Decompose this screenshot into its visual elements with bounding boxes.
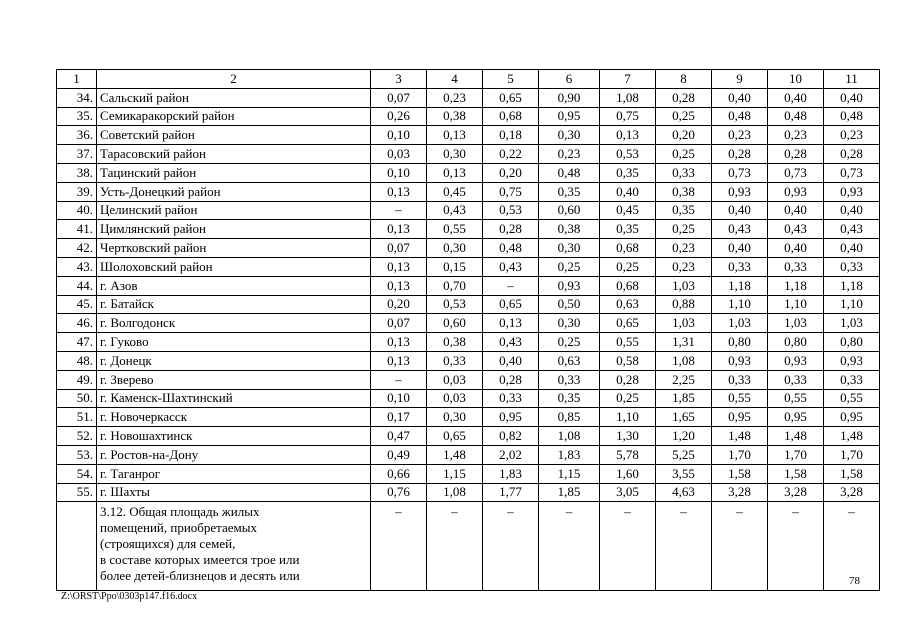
value-cell: 0,13 (371, 220, 427, 239)
value-cell: 0,73 (824, 163, 880, 182)
value-cell: 0,23 (427, 88, 483, 107)
value-cell: 0,10 (371, 389, 427, 408)
value-cell: 0,33 (656, 163, 712, 182)
value-cell: 0,30 (427, 408, 483, 427)
value-cell: 0,45 (600, 201, 656, 220)
table-row (57, 295, 880, 314)
value-cell: 0,25 (656, 145, 712, 164)
value-cell: 0,68 (600, 239, 656, 258)
row-name: Семикаракорский район (97, 107, 371, 126)
value-cell: 0,28 (483, 220, 539, 239)
value-cell: – (371, 502, 427, 591)
value-cell: 1,18 (712, 276, 768, 295)
value-cell: 1,08 (427, 483, 483, 502)
value-cell: 1,85 (656, 389, 712, 408)
table-row (57, 427, 880, 446)
value-cell: 5,25 (656, 445, 712, 464)
value-cell: 0,38 (656, 182, 712, 201)
value-cell: 0,28 (768, 145, 824, 164)
file-path: Z:\ORST\Ppo\0303p147.f16.docx (61, 591, 198, 602)
value-cell: 0,65 (600, 314, 656, 333)
table-row (57, 333, 880, 352)
description-line: в составе которых имеется трое или (100, 552, 300, 568)
value-cell: 0,93 (824, 351, 880, 370)
value-cell: 1,03 (824, 314, 880, 333)
value-cell: 0,49 (371, 445, 427, 464)
value-cell: 1,10 (712, 295, 768, 314)
value-cell: 1,30 (600, 427, 656, 446)
row-name: г. Шахты (97, 483, 371, 502)
value-cell: 0,13 (371, 257, 427, 276)
value-cell: 0,55 (712, 389, 768, 408)
value-cell: 0,66 (371, 464, 427, 483)
table-row (57, 314, 880, 333)
value-cell: 0,76 (371, 483, 427, 502)
row-number: 50. (57, 389, 97, 408)
value-cell: 0,13 (600, 126, 656, 145)
table-row (57, 408, 880, 427)
row-number: 34. (57, 88, 97, 107)
data-table (56, 69, 880, 591)
row-name: Советский район (97, 126, 371, 145)
value-cell: 0,63 (539, 351, 600, 370)
value-cell: 0,23 (656, 239, 712, 258)
value-cell: 0,43 (427, 201, 483, 220)
row-name: г. Таганрог (97, 464, 371, 483)
row-number: 45. (57, 295, 97, 314)
table-row (57, 107, 880, 126)
value-cell: 1,18 (768, 276, 824, 295)
value-cell: 0,23 (712, 126, 768, 145)
value-cell: – (371, 201, 427, 220)
value-cell: 0,13 (427, 163, 483, 182)
value-cell: 0,43 (483, 257, 539, 276)
value-cell: 0,33 (712, 257, 768, 276)
value-cell: 0,23 (824, 126, 880, 145)
value-cell: 1,15 (539, 464, 600, 483)
row-name: г. Ростов-на-Дону (97, 445, 371, 464)
table-row (57, 483, 880, 502)
page-number: 78 (849, 575, 860, 587)
value-cell: 0,73 (712, 163, 768, 182)
value-cell: 0,50 (539, 295, 600, 314)
value-cell: 0,38 (539, 220, 600, 239)
row-name: г. Новочеркасск (97, 408, 371, 427)
table-row (57, 88, 880, 107)
table-row (57, 370, 880, 389)
value-cell: 0,47 (371, 427, 427, 446)
value-cell: 0,10 (371, 163, 427, 182)
row-number: 53. (57, 445, 97, 464)
value-cell: 0,75 (600, 107, 656, 126)
value-cell: 0,22 (483, 145, 539, 164)
header-cell: 7 (600, 70, 656, 89)
value-cell: 0,58 (600, 351, 656, 370)
row-number: 55. (57, 483, 97, 502)
table-row (57, 351, 880, 370)
row-name: г. Волгодонск (97, 314, 371, 333)
value-cell: 1,70 (768, 445, 824, 464)
row-name: Целинский район (97, 201, 371, 220)
value-cell: 0,33 (768, 370, 824, 389)
value-cell: 0,38 (427, 333, 483, 352)
value-cell: 0,35 (600, 220, 656, 239)
value-cell: 1,65 (656, 408, 712, 427)
value-cell: 0,38 (427, 107, 483, 126)
value-cell: 1,18 (824, 276, 880, 295)
value-cell: 1,10 (768, 295, 824, 314)
header-cell: 5 (483, 70, 539, 89)
value-cell: 1,10 (824, 295, 880, 314)
value-cell: 0,30 (539, 314, 600, 333)
value-cell: – (600, 502, 656, 591)
row-name: г. Новошахтинск (97, 427, 371, 446)
value-cell: – (371, 370, 427, 389)
value-cell: 0,25 (539, 257, 600, 276)
header-cell: 2 (97, 70, 371, 89)
value-cell: 1,85 (539, 483, 600, 502)
value-cell: 1,08 (600, 88, 656, 107)
row-name: г. Гуково (97, 333, 371, 352)
value-cell: 0,30 (539, 239, 600, 258)
table-row (57, 464, 880, 483)
value-cell: 0,82 (483, 427, 539, 446)
value-cell: 0,15 (427, 257, 483, 276)
row-number: 43. (57, 257, 97, 276)
value-cell: 2,25 (656, 370, 712, 389)
value-cell: 0,95 (483, 408, 539, 427)
value-cell: 0,55 (600, 333, 656, 352)
value-cell: – (483, 502, 539, 591)
header-cell: 9 (712, 70, 768, 89)
value-cell: 0,20 (483, 163, 539, 182)
value-cell: 0,28 (483, 370, 539, 389)
table-row (57, 389, 880, 408)
value-cell: 0,40 (712, 239, 768, 258)
value-cell: 3,05 (600, 483, 656, 502)
value-cell: 0,13 (371, 276, 427, 295)
value-cell: 0,07 (371, 239, 427, 258)
value-cell: 0,93 (824, 182, 880, 201)
value-cell: 0,35 (656, 201, 712, 220)
value-cell: 1,70 (712, 445, 768, 464)
row-name: Шолоховский район (97, 257, 371, 276)
value-cell: 0,85 (539, 408, 600, 427)
value-cell: 0,53 (483, 201, 539, 220)
row-number: 42. (57, 239, 97, 258)
value-cell: 0,40 (768, 239, 824, 258)
row-number: 51. (57, 408, 97, 427)
value-cell: – (483, 276, 539, 295)
header-cell: 11 (824, 70, 880, 89)
description-line: более детей-близнецов и десять или (100, 568, 300, 584)
value-cell: 0,43 (824, 220, 880, 239)
value-cell: 0,55 (768, 389, 824, 408)
value-cell: 0,70 (427, 276, 483, 295)
value-cell: 0,88 (656, 295, 712, 314)
table-row (57, 502, 880, 591)
row-name: Чертковский район (97, 239, 371, 258)
value-cell: 0,40 (712, 201, 768, 220)
row-number: 46. (57, 314, 97, 333)
value-cell: 0,60 (427, 314, 483, 333)
value-cell: 0,95 (768, 408, 824, 427)
value-cell: – (427, 502, 483, 591)
description-line: помещений, приобретаемых (100, 520, 257, 536)
value-cell: – (656, 502, 712, 591)
value-cell: 0,43 (483, 333, 539, 352)
table-row (57, 201, 880, 220)
value-cell: 0,33 (483, 389, 539, 408)
header-cell: 1 (57, 70, 97, 89)
row-number: 49. (57, 370, 97, 389)
header-cell: 10 (768, 70, 824, 89)
value-cell: 0,33 (539, 370, 600, 389)
value-cell: 0,28 (712, 145, 768, 164)
value-cell: 0,43 (768, 220, 824, 239)
value-cell: 1,03 (656, 276, 712, 295)
value-cell: 0,55 (824, 389, 880, 408)
value-cell: 0,53 (427, 295, 483, 314)
value-cell: 1,77 (483, 483, 539, 502)
value-cell: 0,25 (656, 107, 712, 126)
value-cell: 0,07 (371, 88, 427, 107)
value-cell: 0,28 (824, 145, 880, 164)
row-name: г. Зверево (97, 370, 371, 389)
value-cell: 0,03 (427, 370, 483, 389)
value-cell: 0,93 (712, 351, 768, 370)
value-cell: 0,65 (483, 295, 539, 314)
value-cell: 0,07 (371, 314, 427, 333)
value-cell: 0,55 (427, 220, 483, 239)
value-cell: 0,60 (539, 201, 600, 220)
value-cell: 0,40 (824, 239, 880, 258)
value-cell: 0,48 (483, 239, 539, 258)
value-cell: 0,40 (824, 201, 880, 220)
value-cell: 1,70 (824, 445, 880, 464)
value-cell: 0,13 (371, 333, 427, 352)
table-row (57, 163, 880, 182)
row-number: 54. (57, 464, 97, 483)
value-cell: 0,68 (600, 276, 656, 295)
value-cell: – (824, 502, 880, 591)
value-cell: – (539, 502, 600, 591)
value-cell: – (712, 502, 768, 591)
value-cell: 0,95 (712, 408, 768, 427)
value-cell: 0,40 (712, 88, 768, 107)
value-cell: 0,17 (371, 408, 427, 427)
value-cell: 0,40 (600, 182, 656, 201)
table-row (57, 220, 880, 239)
table-row (57, 445, 880, 464)
value-cell: 0,33 (824, 370, 880, 389)
value-cell: 0,48 (539, 163, 600, 182)
table-row (57, 257, 880, 276)
value-cell: 0,45 (427, 182, 483, 201)
value-cell: 1,60 (600, 464, 656, 483)
value-cell: 0,63 (600, 295, 656, 314)
description-line: (строящихся) для семей, (100, 536, 236, 552)
value-cell: 0,30 (427, 145, 483, 164)
row-number: 38. (57, 163, 97, 182)
value-cell: 3,28 (768, 483, 824, 502)
row-number: 37. (57, 145, 97, 164)
value-cell: 0,13 (371, 182, 427, 201)
value-cell: 0,23 (656, 257, 712, 276)
value-cell: 0,25 (600, 389, 656, 408)
header-cell: 4 (427, 70, 483, 89)
value-cell: 1,58 (768, 464, 824, 483)
value-cell: 0,26 (371, 107, 427, 126)
value-cell: – (768, 502, 824, 591)
value-cell: 1,03 (656, 314, 712, 333)
value-cell: 5,78 (600, 445, 656, 464)
value-cell: 0,25 (539, 333, 600, 352)
value-cell: 1,08 (656, 351, 712, 370)
table-row (57, 145, 880, 164)
value-cell: 0,20 (656, 126, 712, 145)
value-cell: 0,93 (768, 182, 824, 201)
value-cell: 1,20 (656, 427, 712, 446)
value-cell: 0,28 (600, 370, 656, 389)
value-cell: 0,13 (427, 126, 483, 145)
table-row (57, 182, 880, 201)
table-row (57, 126, 880, 145)
value-cell: 0,03 (427, 389, 483, 408)
value-cell: 1,48 (768, 427, 824, 446)
value-cell: 1,48 (712, 427, 768, 446)
value-cell: 0,33 (824, 257, 880, 276)
value-cell: 0,35 (539, 389, 600, 408)
value-cell: 0,43 (712, 220, 768, 239)
value-cell: 0,35 (539, 182, 600, 201)
value-cell: 0,33 (712, 370, 768, 389)
row-number: 35. (57, 107, 97, 126)
row-number: 44. (57, 276, 97, 295)
row-number: 52. (57, 427, 97, 446)
value-cell: 0,53 (600, 145, 656, 164)
value-cell: 0,93 (712, 182, 768, 201)
row-number: 40. (57, 201, 97, 220)
value-cell: 1,83 (483, 464, 539, 483)
value-cell: 0,40 (483, 351, 539, 370)
row-name: Усть-Донецкий район (97, 182, 371, 201)
value-cell: 1,48 (427, 445, 483, 464)
row-name: Тарасовский район (97, 145, 371, 164)
value-cell: 2,02 (483, 445, 539, 464)
value-cell: 1,15 (427, 464, 483, 483)
value-cell: 0,30 (539, 126, 600, 145)
row-name: г. Азов (97, 276, 371, 295)
value-cell: 0,48 (712, 107, 768, 126)
value-cell: 0,25 (600, 257, 656, 276)
header-cell: 6 (539, 70, 600, 89)
value-cell: 0,33 (768, 257, 824, 276)
value-cell: 0,93 (539, 276, 600, 295)
value-cell: 1,31 (656, 333, 712, 352)
value-cell: 1,48 (824, 427, 880, 446)
value-cell: 0,73 (768, 163, 824, 182)
value-cell: 0,80 (712, 333, 768, 352)
row-number: 47. (57, 333, 97, 352)
value-cell: 0,30 (427, 239, 483, 258)
value-cell: 0,95 (824, 408, 880, 427)
row-name: г. Каменск-Шахтинский (97, 389, 371, 408)
value-cell: 1,03 (712, 314, 768, 333)
value-cell: 3,28 (712, 483, 768, 502)
row-number (57, 502, 97, 591)
value-cell: 1,58 (824, 464, 880, 483)
value-cell: 0,40 (824, 88, 880, 107)
value-cell: 0,93 (768, 351, 824, 370)
table-header-row (57, 70, 880, 89)
value-cell: 0,95 (539, 107, 600, 126)
row-number: 48. (57, 351, 97, 370)
row-number: 39. (57, 182, 97, 201)
row-number: 41. (57, 220, 97, 239)
value-cell: 0,13 (483, 314, 539, 333)
value-cell: 0,10 (371, 126, 427, 145)
row-name: г. Батайск (97, 295, 371, 314)
value-cell: 0,68 (483, 107, 539, 126)
value-cell: 0,03 (371, 145, 427, 164)
row-number: 36. (57, 126, 97, 145)
value-cell: 0,40 (768, 201, 824, 220)
value-cell: 1,10 (600, 408, 656, 427)
value-cell: 0,20 (371, 295, 427, 314)
value-cell: 0,80 (768, 333, 824, 352)
row-name: Сальский район (97, 88, 371, 107)
row-description (97, 502, 371, 591)
row-name: г. Донецк (97, 351, 371, 370)
value-cell: 0,23 (539, 145, 600, 164)
value-cell: 1,58 (712, 464, 768, 483)
table-row (57, 276, 880, 295)
description-line: 3.12. Общая площадь жилых (100, 504, 260, 520)
row-name: Тацинский район (97, 163, 371, 182)
value-cell: 0,33 (427, 351, 483, 370)
value-cell: 0,13 (371, 351, 427, 370)
value-cell: 0,25 (656, 220, 712, 239)
value-cell: 0,65 (427, 427, 483, 446)
value-cell: 1,03 (768, 314, 824, 333)
value-cell: 0,40 (768, 88, 824, 107)
value-cell: 3,55 (656, 464, 712, 483)
table-row (57, 239, 880, 258)
header-cell: 8 (656, 70, 712, 89)
value-cell: 0,23 (768, 126, 824, 145)
value-cell: 0,35 (600, 163, 656, 182)
value-cell: 0,18 (483, 126, 539, 145)
value-cell: 0,48 (824, 107, 880, 126)
value-cell: 1,83 (539, 445, 600, 464)
header-cell: 3 (371, 70, 427, 89)
value-cell: 0,48 (768, 107, 824, 126)
value-cell: 0,80 (824, 333, 880, 352)
value-cell: 0,28 (656, 88, 712, 107)
value-cell: 0,90 (539, 88, 600, 107)
value-cell: 3,28 (824, 483, 880, 502)
value-cell: 0,75 (483, 182, 539, 201)
value-cell: 4,63 (656, 483, 712, 502)
row-name: Цимлянский район (97, 220, 371, 239)
value-cell: 0,65 (483, 88, 539, 107)
value-cell: 1,08 (539, 427, 600, 446)
